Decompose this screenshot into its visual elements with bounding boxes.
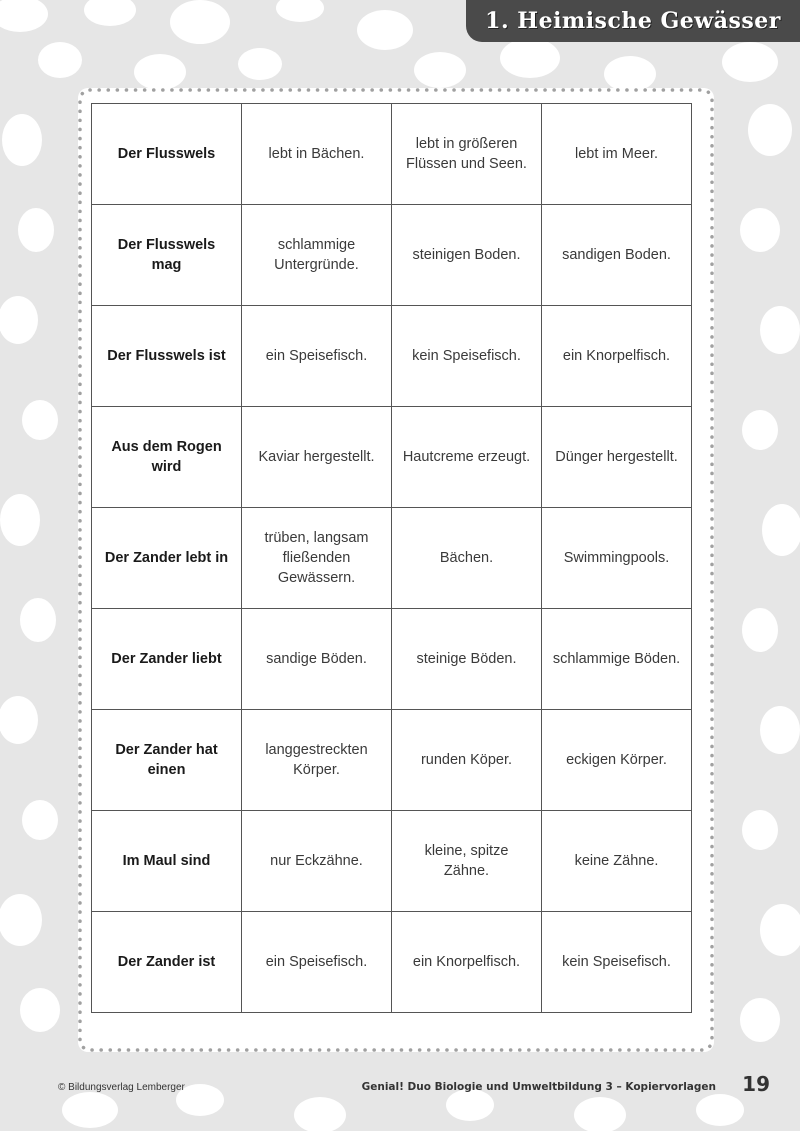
sentence-end-card: lebt in größeren Flüssen und Seen. <box>392 104 542 205</box>
sentence-end-card: Swimmingpools. <box>542 508 692 609</box>
sentence-end-card: ein Speisefisch. <box>242 912 392 1013</box>
sentence-start-card: Der Flusswels mag <box>92 205 242 306</box>
copyright-notice: © Bildungsverlag Lemberger <box>58 1082 185 1093</box>
worksheet-frame <box>78 88 714 1052</box>
sentence-end-card: steinige Böden. <box>392 609 542 710</box>
sentence-start-card: Der Flusswels ist <box>92 306 242 407</box>
sentence-start-card: Im Maul sind <box>92 811 242 912</box>
chapter-header-tab <box>466 0 800 42</box>
sentence-end-card: langgestreckten Körper. <box>242 710 392 811</box>
card-table <box>91 103 692 1013</box>
card-row <box>92 710 692 811</box>
card-row <box>92 205 692 306</box>
chapter-title: 1. Heimische Gewässer <box>485 8 781 34</box>
sentence-end-card: nur Eckzähne. <box>242 811 392 912</box>
sentence-end-card: sandige Böden. <box>242 609 392 710</box>
book-title: Genial! Duo Biologie und Umweltbildung 3 – Kopiervorlagen <box>361 1081 716 1093</box>
sentence-end-card: runden Köper. <box>392 710 542 811</box>
card-row <box>92 407 692 508</box>
sentence-start-card: Der Zander lebt in <box>92 508 242 609</box>
sentence-end-card: Hautcreme erzeugt. <box>392 407 542 508</box>
sentence-end-card: lebt im Meer. <box>542 104 692 205</box>
card-row <box>92 306 692 407</box>
card-row <box>92 912 692 1013</box>
sentence-end-card: sandigen Boden. <box>542 205 692 306</box>
sentence-end-card: ein Knorpelfisch. <box>542 306 692 407</box>
page-number: 19 <box>742 1072 770 1096</box>
sentence-end-card: kein Speisefisch. <box>542 912 692 1013</box>
sentence-end-card: eckigen Körper. <box>542 710 692 811</box>
card-row <box>92 104 692 205</box>
sentence-start-card: Der Zander ist <box>92 912 242 1013</box>
card-row <box>92 508 692 609</box>
sentence-end-card: kleine, spitze Zähne. <box>392 811 542 912</box>
sentence-end-card: ein Speisefisch. <box>242 306 392 407</box>
card-row <box>92 609 692 710</box>
sentence-end-card: kein Speisefisch. <box>392 306 542 407</box>
sentence-end-card: Bächen. <box>392 508 542 609</box>
sentence-end-card: trüben, langsam fließenden Gewässern. <box>242 508 392 609</box>
sentence-end-card: lebt in Bächen. <box>242 104 392 205</box>
sentence-end-card: schlammige Untergründe. <box>242 205 392 306</box>
sentence-end-card: ein Knorpelfisch. <box>392 912 542 1013</box>
sentence-end-card: Kaviar hergestellt. <box>242 407 392 508</box>
sentence-start-card: Der Zander hat einen <box>92 710 242 811</box>
sentence-start-card: Der Zander liebt <box>92 609 242 710</box>
sentence-end-card: Dünger hergestellt. <box>542 407 692 508</box>
sentence-start-card: Der Flusswels <box>92 104 242 205</box>
sentence-start-card: Aus dem Rogen wird <box>92 407 242 508</box>
sentence-end-card: steinigen Boden. <box>392 205 542 306</box>
sentence-end-card: keine Zähne. <box>542 811 692 912</box>
card-row <box>92 811 692 912</box>
sentence-end-card: schlammige Böden. <box>542 609 692 710</box>
